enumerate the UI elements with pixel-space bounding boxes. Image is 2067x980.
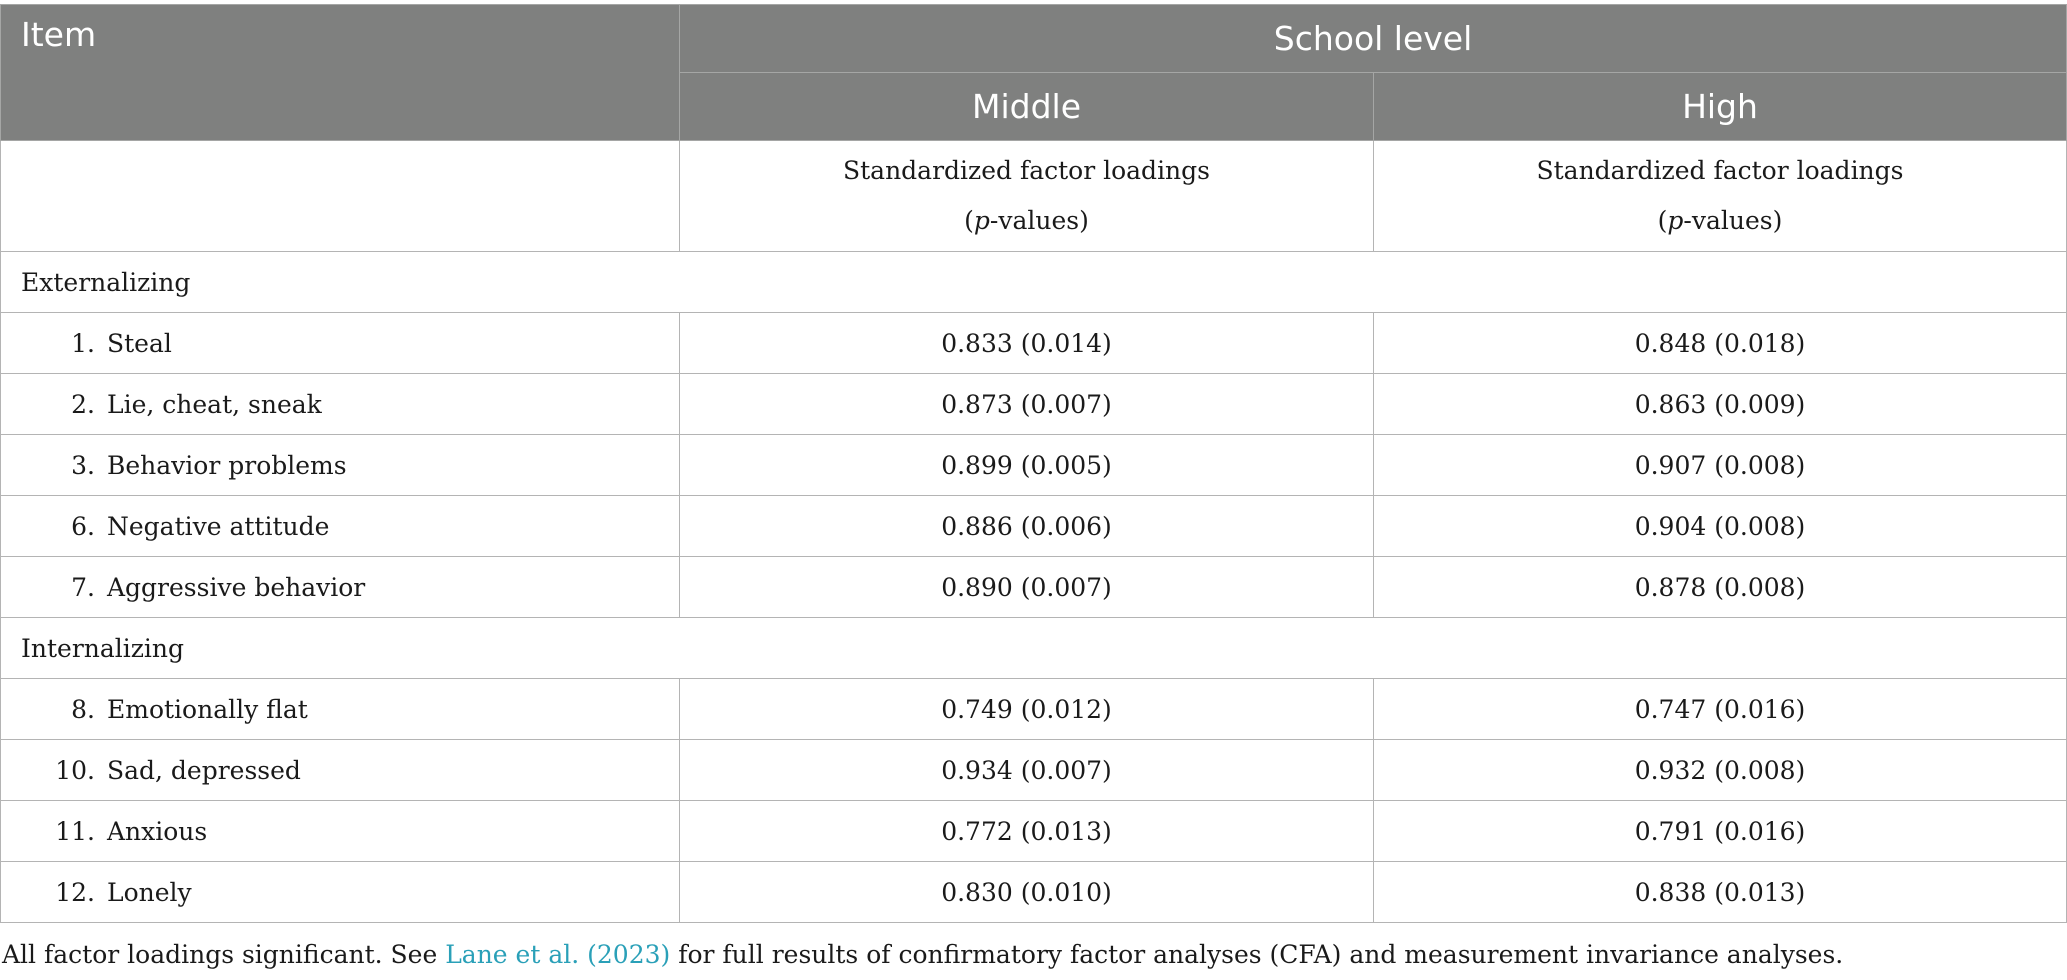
item-number: 11.: [55, 816, 95, 846]
table-row: [1, 313, 2067, 374]
factor-loadings-table: [0, 4, 2067, 923]
high-value-cell: 0.932 (0.008): [1374, 740, 2067, 801]
middle-value-cell: 0.749 (0.012): [680, 679, 1374, 740]
high-value-cell: 0.904 (0.008): [1374, 496, 2067, 557]
item-cell: [1, 801, 680, 862]
item-cell: [1, 435, 680, 496]
high-value-cell: 0.907 (0.008): [1374, 435, 2067, 496]
footnote-text-before: All factor loadings significant. See: [2, 940, 446, 969]
subheader-row: [1, 141, 2067, 252]
table-row: [1, 679, 2067, 740]
high-value-cell: 0.863 (0.009): [1374, 374, 2067, 435]
middle-value-cell: 0.890 (0.007): [680, 557, 1374, 618]
school-level-header: School level: [680, 5, 2067, 73]
middle-subheader-cell: Standardized factor loadings (p-values): [680, 141, 1374, 252]
subheader-empty-cell: [1, 141, 680, 252]
item-number: 12.: [55, 877, 95, 907]
item-number: 8.: [71, 694, 95, 724]
item-label: Lie, cheat, sneak: [107, 389, 322, 419]
section-title: Externalizing: [1, 252, 2067, 313]
item-cell: [1, 313, 680, 374]
factor-loadings-table-container: [0, 4, 2067, 923]
table-row: [1, 496, 2067, 557]
table-row: [1, 374, 2067, 435]
item-number: 6.: [71, 511, 95, 541]
item-number: 2.: [71, 389, 95, 419]
item-cell: [1, 374, 680, 435]
item-cell: [1, 496, 680, 557]
item-label: Anxious: [107, 816, 208, 846]
item-label: Negative attitude: [107, 511, 330, 541]
p-italic: p: [973, 206, 990, 235]
middle-value-cell: 0.772 (0.013): [680, 801, 1374, 862]
high-subheader-cell: Standardized factor loadings (p-values): [1374, 141, 2067, 252]
high-value-cell: 0.848 (0.018): [1374, 313, 2067, 374]
table-row: [1, 557, 2067, 618]
table-row: [1, 435, 2067, 496]
item-label: Sad, depressed: [107, 755, 301, 785]
middle-value-cell: 0.899 (0.005): [680, 435, 1374, 496]
middle-value-cell: 0.830 (0.010): [680, 862, 1374, 923]
table-footnote: [2, 940, 1843, 969]
item-cell: [1, 862, 680, 923]
item-label: Behavior problems: [107, 450, 347, 480]
header-row-1: [1, 5, 2067, 73]
citation-link[interactable]: Lane et al. (2023): [445, 940, 671, 969]
middle-value-cell: 0.873 (0.007): [680, 374, 1374, 435]
item-cell: [1, 679, 680, 740]
section-row: [1, 618, 2067, 679]
p-rest: -values: [1683, 206, 1773, 235]
item-column-header: Item: [1, 5, 680, 141]
item-cell: [1, 740, 680, 801]
footnote-text-after: for full results of confirmatory factor analyses (CFA) and measurement invariance analyses.: [670, 940, 1844, 969]
item-label: Lonely: [107, 877, 192, 907]
subheader-line1: Standardized factor loadings: [1536, 156, 1904, 185]
table-row: [1, 862, 2067, 923]
item-number: 7.: [71, 572, 95, 602]
high-column-header: High: [1374, 73, 2067, 141]
middle-value-cell: 0.886 (0.006): [680, 496, 1374, 557]
item-label: Steal: [107, 328, 172, 358]
item-number: 10.: [55, 755, 95, 785]
middle-value-cell: 0.934 (0.007): [680, 740, 1374, 801]
high-value-cell: 0.878 (0.008): [1374, 557, 2067, 618]
section-row: [1, 252, 2067, 313]
item-label: Aggressive behavior: [107, 572, 366, 602]
high-value-cell: 0.791 (0.016): [1374, 801, 2067, 862]
middle-column-header: Middle: [680, 73, 1374, 141]
section-title: Internalizing: [1, 618, 2067, 679]
middle-value-cell: 0.833 (0.014): [680, 313, 1374, 374]
table-row: [1, 801, 2067, 862]
p-italic: p: [1667, 206, 1684, 235]
item-cell: [1, 557, 680, 618]
table-row: [1, 740, 2067, 801]
p-rest: -values: [989, 206, 1080, 235]
item-label: Emotionally flat: [107, 694, 308, 724]
subheader-line1: Standardized factor loadings: [843, 156, 1210, 185]
item-number: 1.: [71, 328, 95, 358]
high-value-cell: 0.747 (0.016): [1374, 679, 2067, 740]
item-number: 3.: [71, 450, 95, 480]
high-value-cell: 0.838 (0.013): [1374, 862, 2067, 923]
